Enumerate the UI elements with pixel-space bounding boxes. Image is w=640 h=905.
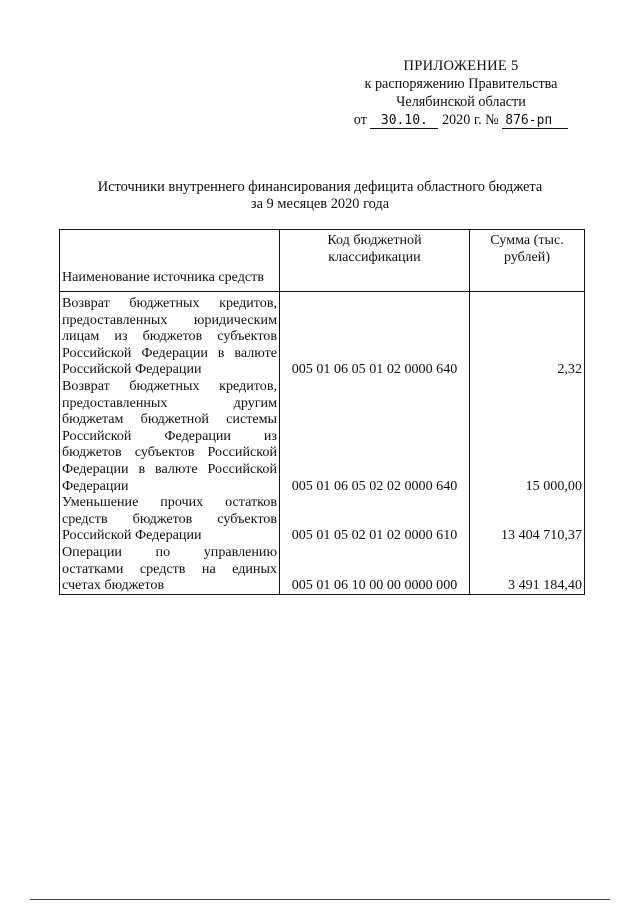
table-header-row xyxy=(60,230,585,292)
appendix-title: ПРИЛОЖЕНИЕ 5 xyxy=(403,58,519,74)
row-source-name: Возврат бюджетных кредитов, предоставленных юридическим лицам из бюджетов субъектов Российской Федерации в валюте Российской Федерации xyxy=(60,292,280,378)
appendix-header xyxy=(330,57,592,129)
document-title xyxy=(60,179,580,213)
document-title-line-1: Источники внутреннего финансирования дефицита областного бюджета xyxy=(97,179,543,195)
row-sum: 15 000,00 xyxy=(470,378,585,494)
header-budget-code: Код бюджетной классификации xyxy=(280,230,470,292)
table-row xyxy=(60,544,585,594)
row-source-name: Уменьшение прочих остатков средств бюджетов субъектов Российской Федерации xyxy=(60,494,280,544)
document-number: 876-рп xyxy=(502,114,568,129)
date-prefix: от xyxy=(353,112,367,128)
header-source-name: Наименование источника средств xyxy=(60,230,280,292)
row-sum: 2,32 xyxy=(470,292,585,378)
appendix-line-1: к распоряжению Правительства xyxy=(364,76,558,92)
row-budget-code: 005 01 05 02 01 02 0000 610 xyxy=(280,494,470,544)
document-title-line-2: за 9 месяцев 2020 года xyxy=(250,196,390,212)
date-value: 30.10. xyxy=(370,114,438,129)
row-source-name: Операции по управлению остатками средств на единых счетах бюджетов xyxy=(60,544,280,594)
appendix-line-2: Челябинской области xyxy=(396,94,526,110)
row-source-name: Возврат бюджетных кредитов, предоставленных другим бюджетам бюджетной системы Российской Федерации из бюджетов субъектов Российской Федерации в валюте Российской Федерации xyxy=(60,378,280,494)
table-row xyxy=(60,494,585,544)
financing-sources-table xyxy=(59,229,585,595)
row-sum: 3 491 184,40 xyxy=(470,544,585,594)
row-budget-code: 005 01 06 05 01 02 0000 640 xyxy=(280,292,470,378)
year-text: 2020 г. № xyxy=(441,112,499,128)
row-budget-code: 005 01 06 05 02 02 0000 640 xyxy=(280,378,470,494)
header-sum: Сумма (тыс. рублей) xyxy=(470,230,585,292)
table-row xyxy=(60,292,585,378)
appendix-date-line xyxy=(330,111,592,129)
table-row xyxy=(60,378,585,494)
row-budget-code: 005 01 06 10 00 00 0000 000 xyxy=(280,544,470,594)
row-sum: 13 404 710,37 xyxy=(470,494,585,544)
page-bottom-rule xyxy=(30,899,610,900)
